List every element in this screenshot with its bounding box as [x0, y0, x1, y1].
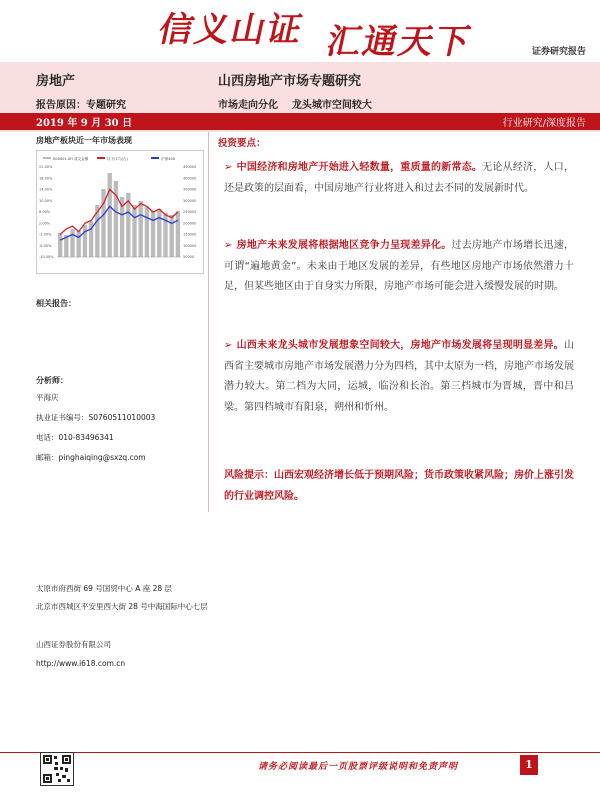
analyst-phone: 电话：010-83496341 — [36, 433, 114, 442]
key-point-body: 山西省主要城市房地产市场发展潜力分为四档，其中太原为一档，房地产市场发展潜力较大。第二档为大同，运城，临汾和长治。第三档城市为晋城，晋中和吕梁。第四档城市有阳泉，朔州和忻州。 — [224, 340, 574, 413]
key-point-headline: 山西未来龙头城市发展想象空间较大，房地产市场发展将呈现明显差异。 — [236, 340, 564, 351]
volume-bar — [58, 233, 62, 257]
report-title: 山西房地产市场专题研究 — [218, 74, 362, 89]
y2-tick-label: 250000 — [183, 210, 197, 214]
chart-svg — [37, 151, 203, 273]
y-tick-label: 6.00% — [39, 210, 51, 214]
analyst-name: 平海庆 — [36, 393, 59, 402]
y-tick-label: 18.00% — [39, 176, 53, 181]
y2-tick-label: 350000 — [183, 187, 197, 192]
y-tick-label: -6.00% — [39, 243, 52, 248]
sector-label: 房地产 — [36, 74, 76, 89]
arrow-icon: ➢ — [224, 340, 233, 351]
report-reason: 报告原因：专题研究 — [36, 100, 126, 111]
key-point-2 — [224, 236, 574, 298]
key-point-body: 过去房地产市场增长迅速，可谓“遍地黄金”。未来由于地区发展的差异，有些地区房地产市场依然潜力十足，但某些地区由于自身实力所限，房地产市场可能会进入缓慢发展的时期。 — [224, 240, 575, 292]
key-point-headline: 中国经济和房地产开始进入轻数量，重质量的新常态。 — [236, 162, 483, 173]
volume-bar — [114, 181, 118, 257]
address-taiyuan: 太原市府西街 69 号国贸中心 A 座 28 层 — [36, 584, 173, 593]
key-point-3 — [224, 336, 574, 418]
volume-bar — [77, 231, 81, 257]
footer-line — [0, 752, 600, 753]
brand-slogan-part1: 信义山证 — [155, 10, 308, 50]
y2-tick-label: 400000 — [183, 176, 197, 181]
volume-bar — [139, 201, 143, 257]
volume-bar — [132, 205, 136, 257]
y2-tick-label: 200000 — [183, 221, 197, 226]
report-date: 2019 年 9 月 30 日 — [36, 118, 133, 129]
volume-bar — [151, 211, 155, 257]
volume-bar — [176, 211, 180, 257]
y2-tick-label: 300000 — [183, 198, 197, 203]
y-tick-label: 10.00% — [39, 198, 53, 203]
y-tick-label: 22.00% — [39, 165, 53, 169]
qr-code-graphic — [41, 753, 73, 785]
column-divider — [208, 132, 209, 512]
y2-tick-label: 50000 — [183, 255, 195, 259]
arrow-icon: ➢ — [224, 162, 233, 173]
y-tick-label: 14.00% — [39, 187, 53, 192]
key-point-1 — [224, 158, 574, 199]
report-subtitle: 市场走向分化 龙头城市空间较大 — [218, 100, 372, 111]
volume-bar — [145, 207, 149, 257]
y2-tick-label: 450000 — [183, 165, 197, 169]
y2-tick-label: 150000 — [183, 232, 197, 237]
analyst-cert: 执业证书编号：S0760511010003 — [36, 413, 156, 422]
key-point-headline: 房地产未来发展将根据地区竞争力呈现差异化。 — [236, 240, 452, 251]
report-type: 行业研究/深度报告 — [502, 118, 586, 129]
risk-warning: 风险提示：山西宏观经济增长低于预期风险；货币政策收紧风险；房价上涨引发的行业调控风险。 — [224, 470, 574, 502]
market-chart — [36, 150, 204, 274]
volume-bar — [170, 215, 174, 257]
related-reports-label: 相关报告： — [36, 299, 76, 308]
volume-bar — [108, 173, 112, 257]
legend-label: 000001.SH 成交金额 — [53, 157, 89, 161]
y-tick-label: -2.00% — [39, 232, 52, 237]
volume-bar — [83, 225, 87, 257]
qr-code-icon — [40, 752, 74, 786]
disclaimer-note: 请务必阅读最后一页股票评级说明和免责声明 — [258, 762, 459, 772]
volume-bar — [70, 229, 74, 257]
company-website[interactable]: http://www.i618.com.cn — [36, 659, 126, 668]
brand-slogan-part2: 汇通天下 — [323, 22, 476, 62]
key-points-label: 投资要点： — [218, 138, 266, 149]
company-name: 山西证券股份有限公司 — [36, 640, 111, 649]
y2-tick-label: 100000 — [183, 243, 197, 248]
analyst-label: 分析师： — [36, 376, 68, 385]
arrow-icon: ➢ — [224, 240, 233, 251]
volume-bar — [157, 209, 161, 257]
page-number: 1 — [520, 755, 538, 775]
key-point-body: 无论从经济，人口，还是政策的层面看，中国房地产行业将进入和过去不同的发展新时代。 — [224, 162, 575, 194]
doc-label: 证券研究报告 — [531, 47, 586, 57]
legend-label: 沪深300 — [161, 157, 176, 161]
analyst-email[interactable]: 邮箱：pinghaiqing@sxzq.com — [36, 453, 146, 462]
address-beijing: 北京市西城区平安里西大街 28 号中海国际中心七层 — [36, 602, 208, 611]
y-tick-label: -10.00% — [39, 255, 54, 259]
chart-title: 房地产板块近一年市场表现 — [36, 136, 132, 145]
y-tick-label: 2.00% — [39, 221, 51, 226]
legend-label: 以下(1T)(右) — [107, 157, 128, 161]
